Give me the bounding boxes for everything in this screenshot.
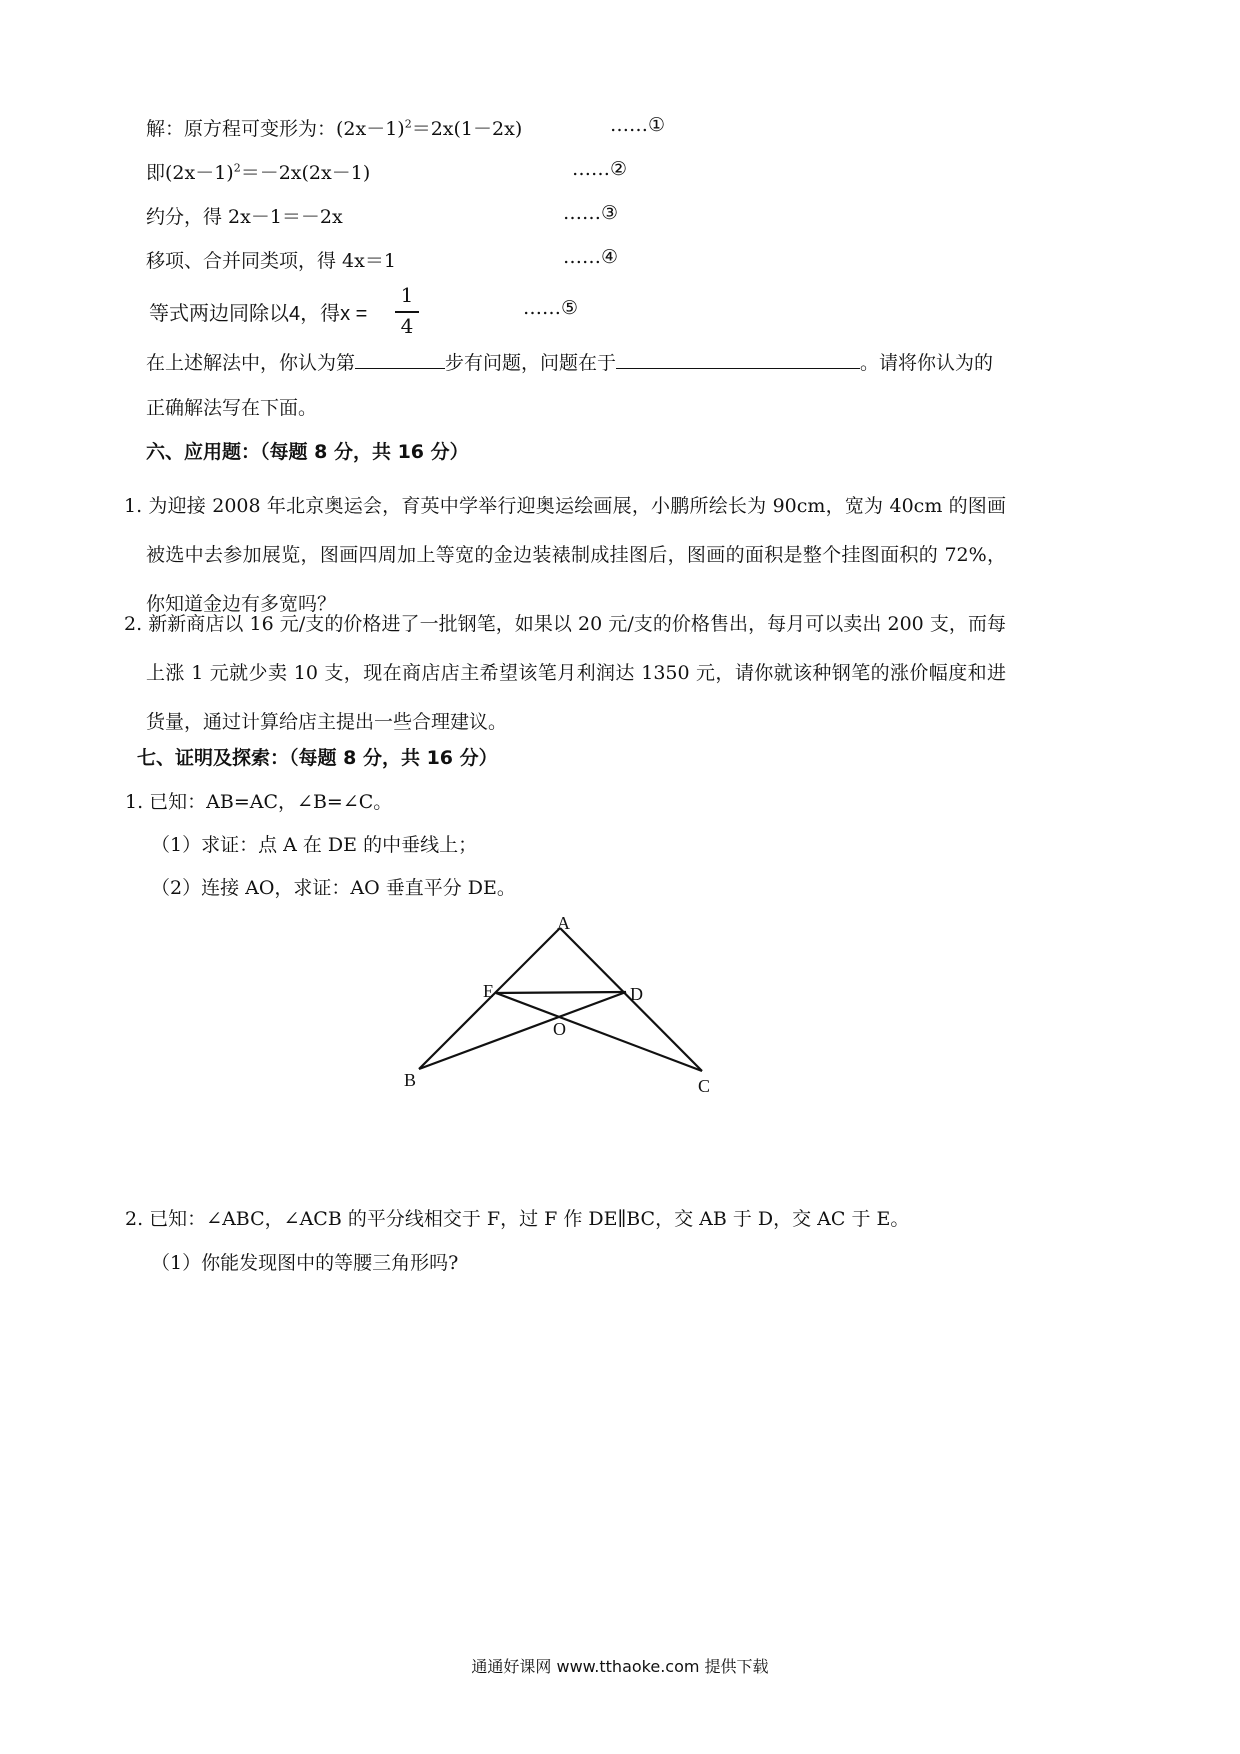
segment-EC	[496, 993, 702, 1071]
step-number-3: ……③	[563, 202, 619, 224]
label-A: A	[557, 913, 570, 933]
fraction-numerator: 1	[400, 283, 414, 307]
solution-line-1-tail: ＝2x(1－2x)	[411, 118, 523, 140]
question-2-part-1: （1）你能发现图中的等腰三角形吗?	[151, 1252, 459, 1274]
page-footer: 通通好课网 www.tthaoke.com 提供下载	[471, 1657, 769, 1676]
solution-line-4: 移项、合并同类项，得 4x＝1	[146, 250, 396, 272]
label-B: B	[404, 1070, 417, 1090]
solution-line-2-text: 即(2x－1)	[146, 162, 234, 184]
question-1-part-1: （1）求证：点 A 在 DE 的中垂线上；	[151, 834, 478, 856]
section-6-question-1: 1. 为迎接 2008 年北京奥运会，育英中学举行迎奥运绘画展，小鹏所绘长为 90cm，宽为 40cm 的图画被选中去参加展览，图画四周加上等宽的金边装裱制成挂图后，图画的面积是整个挂图面积的 72%，你知道金边有多宽吗？	[124, 495, 1006, 615]
question-continuation: 正确解法写在下面。	[146, 397, 318, 419]
step-number-5: ……⑤	[523, 297, 579, 319]
segment-ED	[496, 992, 626, 993]
label-O: O	[553, 1019, 566, 1039]
section-7-question-2: 2. 已知：∠ABC，∠ACB 的平分线相交于 F，过 F 作 DE∥BC，交 AB 于 D，交 AC 于 E。	[125, 1208, 910, 1230]
solution-line-5: 等式两边同除以4，得x =	[149, 303, 368, 325]
section-6-question-2: 2. 新新商店以 16 元/支的价格进了一批钢笔，如果以 20 元/支的价格售出，每月可以卖出 200 支，而每上涨 1 元就少卖 10 支，现在商店店主希望该笔月利润达 1350 元，请你就该种钢笔的涨价幅度和进货量，通过计算给店主提出一些合理建议。	[124, 613, 1006, 733]
step-number-1: ……①	[610, 114, 666, 136]
section-6-title: 六、应用题：（每题 8 分，共 16 分）	[146, 441, 469, 463]
question-1-part-2: （2）连接 AO，求证：AO 垂直平分 DE。	[151, 877, 516, 899]
exponent: 2	[233, 161, 241, 175]
solution-line-3: 约分，得 2x－1＝－2x	[146, 206, 343, 228]
section-7-title: 七、证明及探索：（每题 8 分，共 16 分）	[137, 747, 498, 769]
fraction-denominator: 4	[400, 314, 414, 338]
step-number-4: ……④	[563, 246, 619, 268]
solution-line-2-tail: ＝－2x(2x－1)	[240, 162, 371, 184]
label-C: C	[698, 1076, 711, 1096]
label-D: D	[630, 984, 643, 1004]
section-7-question-1: 1. 已知：AB=AC，∠B=∠C。	[125, 791, 393, 813]
exponent: 2	[404, 117, 412, 131]
question-text-c: 。请将你认为的	[860, 352, 994, 374]
step-number-2: ……②	[572, 158, 628, 180]
question-text-a: 在上述解法中，你认为第	[146, 352, 356, 374]
question-text-b: 步有问题，问题在于	[445, 352, 617, 374]
solution-line-1-text: 解：原方程可变形为：(2x－1)	[146, 118, 405, 140]
label-E: E	[483, 981, 494, 1001]
